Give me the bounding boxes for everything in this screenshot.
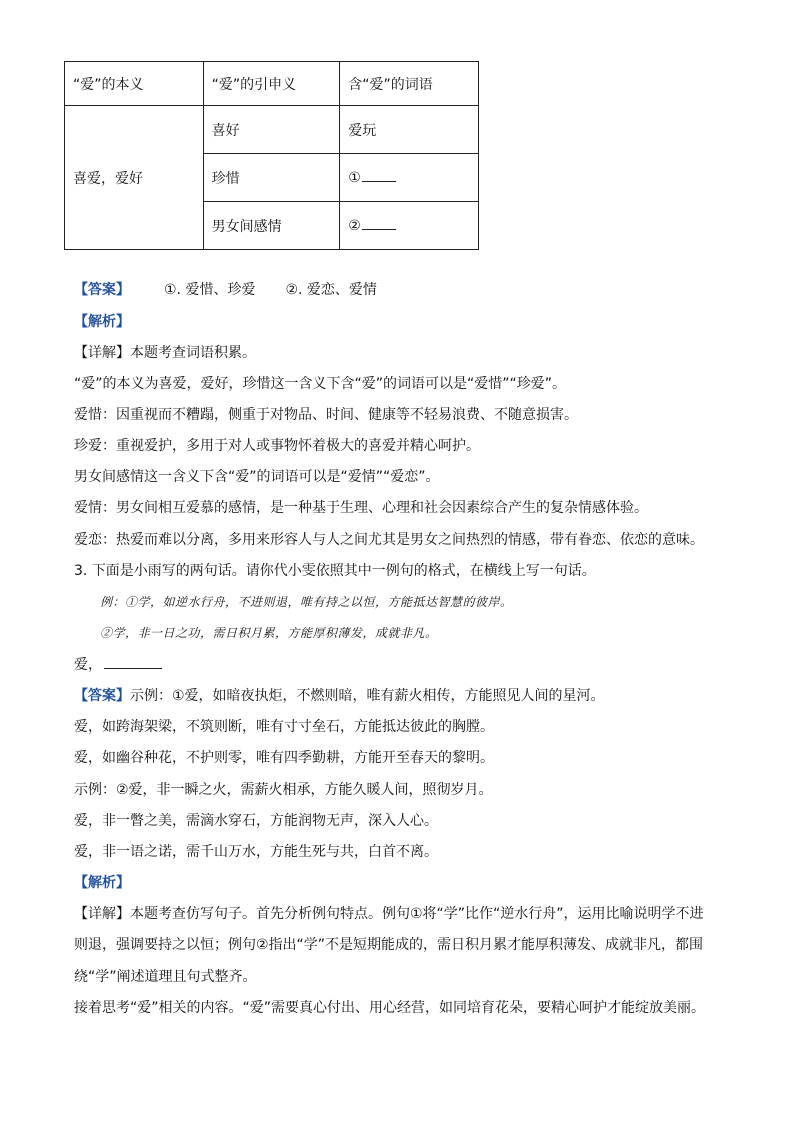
detail-tag: 【详解】 xyxy=(74,906,130,922)
q3-detail-line: 则退，强调要持之以恒；例句②指出“学”不是短期能成的，需日积月累才能厚积薄发、成就非凡，都围 xyxy=(74,937,704,953)
q3-detail-line xyxy=(74,904,704,924)
q3-prompt-line xyxy=(74,655,162,675)
table-row xyxy=(65,106,479,154)
q3-example-1: 例：①学，如逆水行舟，不进则退，唯有持之以恒，方能抵达智慧的彼岸。 xyxy=(100,595,513,609)
detail-text: 本题考查仿写句子。首先分析例句特点。例句①将“学”比作“逆水行舟”，运用比喻说明学不进 xyxy=(130,906,704,922)
analysis-tag: 【解析】 xyxy=(74,875,130,891)
q3-answer-line xyxy=(74,686,605,706)
q2-explanation-line: 爱惜：因重视而不糟蹋，侧重于对物品、时间、健康等不轻易浪费、不随意损害。 xyxy=(74,407,578,423)
answer-option-2: ②. 爱恋、爱情 xyxy=(285,282,377,298)
header-words: 含“爱”的词语 xyxy=(340,62,479,106)
q3-answer-line: 爱，非一语之诺，需千山万水，方能生死与共，白首不离。 xyxy=(74,844,438,860)
answer-text: 示例：①爱，如暗夜执炬，不燃则暗，唯有薪火相传，方能照见人间的星河。 xyxy=(130,688,605,704)
q3-prompt: 爱， xyxy=(74,657,102,673)
answer-tag: 【答案】 xyxy=(74,282,130,298)
vocabulary-table xyxy=(64,61,479,250)
q3-answer-line: 爱，如跨海架梁，不筑则断，唯有寸寸垒石，方能抵达彼此的胸膛。 xyxy=(74,719,494,735)
word-cell: 爱玩 xyxy=(340,106,479,154)
q2-explanation-line: 爱恋：热爱而难以分离，多用来形容人与人之间尤其是男女之间热烈的情感，带有眷恋、依恋的意味。 xyxy=(74,532,704,548)
q2-explanation-line: “爱”的本义为喜爱，爱好，珍惜这一含义下含“爱”的词语可以是“爱惜”“珍爱”。 xyxy=(74,376,567,392)
detail-text: 本题考查词语积累。 xyxy=(130,345,256,361)
q2-analysis-tag-line xyxy=(74,312,130,332)
q3-example-2: ②学，非一日之功，需日积月累，方能厚积薄发，成就非凡。 xyxy=(100,626,438,640)
answer-blank xyxy=(104,656,162,669)
word-cell-blank-1 xyxy=(340,154,479,202)
answer-blank xyxy=(362,169,396,182)
q3-answer-line: 爱，如幽谷种花，不护则零，唯有四季勤耕，方能开至春天的黎明。 xyxy=(74,750,494,766)
q3-detail-line: 绕“学”阐述道理且句式整齐。 xyxy=(74,969,257,985)
blank-number: ② xyxy=(348,218,361,234)
q3-analysis-tag-line xyxy=(74,873,130,893)
answer-tag: 【答案】 xyxy=(74,688,130,704)
analysis-tag: 【解析】 xyxy=(74,314,130,330)
q3-answer-line: 示例：②爱，非一瞬之火，需薪火相承，方能久暖人间，照彻岁月。 xyxy=(74,782,493,798)
q2-explanation-line: 珍爱：重视爱护，多用于对人或事物怀着极大的喜爱并精心呵护。 xyxy=(74,438,480,454)
answer-blank xyxy=(362,217,396,230)
q3-answer-line: 爱，非一瞥之美，需滴水穿石，方能润物无声，深入人心。 xyxy=(74,813,438,829)
answer-option-1: ①. 爱惜、珍爱 xyxy=(164,282,256,298)
extended-meaning-cell: 喜好 xyxy=(203,106,340,154)
q3-detail-line: 接着思考“爱”相关的内容。“爱”需要真心付出、用心经营，如同培育花朵，要精心呵护才能绽放美丽。 xyxy=(74,1000,706,1016)
q3-question: 3. 下面是小雨写的两句话。请你代小雯依照其中一例句的格式，在横线上写一句话。 xyxy=(74,563,596,579)
table-header-row xyxy=(65,62,479,106)
word-cell-blank-2 xyxy=(340,202,479,250)
q2-explanation-line: 爱情：男女间相互爱慕的感情，是一种基于生理、心理和社会因素综合产生的复杂情感体验。 xyxy=(74,500,648,516)
extended-meaning-cell: 珍惜 xyxy=(203,154,340,202)
extended-meaning-cell: 男女间感情 xyxy=(203,202,340,250)
blank-number: ① xyxy=(348,170,361,186)
q2-answer-line xyxy=(74,280,377,300)
q2-detail-line xyxy=(74,343,256,363)
detail-tag: 【详解】 xyxy=(74,345,130,361)
q2-explanation-line: 男女间感情这一含义下含“爱”的词语可以是“爱情”“爱恋”。 xyxy=(74,469,440,485)
original-meaning-cell: 喜爱，爱好 xyxy=(65,106,204,250)
header-extended-meaning: “爱”的引申义 xyxy=(203,62,340,106)
header-original-meaning: “爱”的本义 xyxy=(65,62,204,106)
